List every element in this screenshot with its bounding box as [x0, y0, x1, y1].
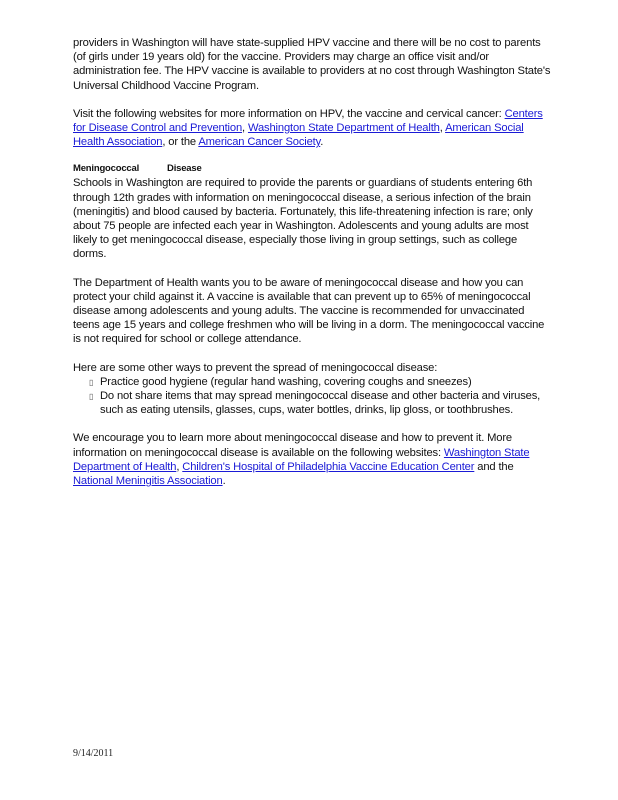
separator: , or the [162, 136, 199, 149]
heading-word-2: Disease [167, 163, 202, 175]
link-asha[interactable]: American Social Health Association [73, 122, 524, 149]
learn-more-paragraph [73, 431, 551, 488]
separator: , [176, 460, 183, 473]
hpv-cost-paragraph: providers in Washington will have state-supplied HPV vaccine and there will be no cost to parents (of girls under 19 years old) for the vaccine. Providers may charge an office visit and/or administration fee. The HPV vaccine is available to providers at no cost through Washington State's Universal Childhood Vaccine Program. [73, 37, 551, 92]
hpv-resources-intro: Visit the following websites for more information on HPV, the vaccine and cervical cancer: [73, 107, 505, 120]
prevention-lead-in: Here are some other ways to prevent the spread of meningococcal disease: [73, 361, 438, 374]
meningococcal-intro-paragraph: Schools in Washington are required to provide the parents or guardians of students entering 6th through 12th grades with information on meningococcal disease, a serious infection of the brain (meningitis) and blood caused by bacteria. Fortunately, this life-threatening infection is rare; only about 75 people are infected each year in Washington. Adolescents and young adults are most likely to get meningococcal disease, especially those living in group settings, such as college dorms. [73, 177, 533, 261]
list-item [89, 375, 551, 389]
bullet-icon: ▯ [89, 377, 94, 387]
learn-more-intro: We encourage you to learn more about meningococcal disease and how to prevent it. More information on meningococcal disease is available on the following websites: [73, 432, 513, 459]
separator: and the [474, 460, 514, 473]
list-item-text: Do not share items that may spread meningococcal disease and other bacteria and viruses, such as eating utensils, glasses, cups, water bottles, drinks, lip gloss, or toothbrushes. [100, 390, 541, 417]
separator: , [242, 122, 248, 135]
link-cdc[interactable]: Centers for Disease Control and Prevention [73, 107, 543, 135]
prevention-list [73, 375, 551, 418]
section-heading-meningococcal [73, 163, 551, 175]
link-acs[interactable]: American Cancer Society [198, 136, 321, 149]
doh-vaccine-paragraph: The Department of Health wants you to be aware of meningococcal disease and how you can protect your child against it. A vaccine is available that can prevent up to 65% of meningococcal disease among adolescents and young adults. The vaccine is recommended for unvaccinated teens age 15 years and college freshmen who will be living in a dorm. The meningococcal vaccine is not required for school or college attendance. [73, 276, 545, 346]
heading-word-1: Meningococcal [73, 163, 140, 175]
link-washington-doh[interactable]: Washington State Department of Health [247, 122, 440, 135]
separator: , [439, 122, 446, 135]
bullet-icon: ▯ [89, 392, 94, 402]
link-washington-doh-2[interactable]: Washington State Department of Health [73, 446, 530, 473]
footer-date: 9/14/2011 [73, 748, 114, 759]
period: . [222, 475, 226, 488]
hpv-resources-paragraph [73, 107, 551, 150]
period: . [320, 136, 324, 149]
list-item-text: Practice good hygiene (regular hand washing, covering coughs and sneezes) [100, 375, 472, 388]
document-body [73, 36, 551, 502]
list-item [89, 389, 551, 417]
link-chop-vaccine-center[interactable]: Children's Hospital of Philadelphia Vaccine Education Center [182, 460, 475, 473]
link-national-meningitis-association[interactable]: National Meningitis Association [73, 475, 223, 488]
